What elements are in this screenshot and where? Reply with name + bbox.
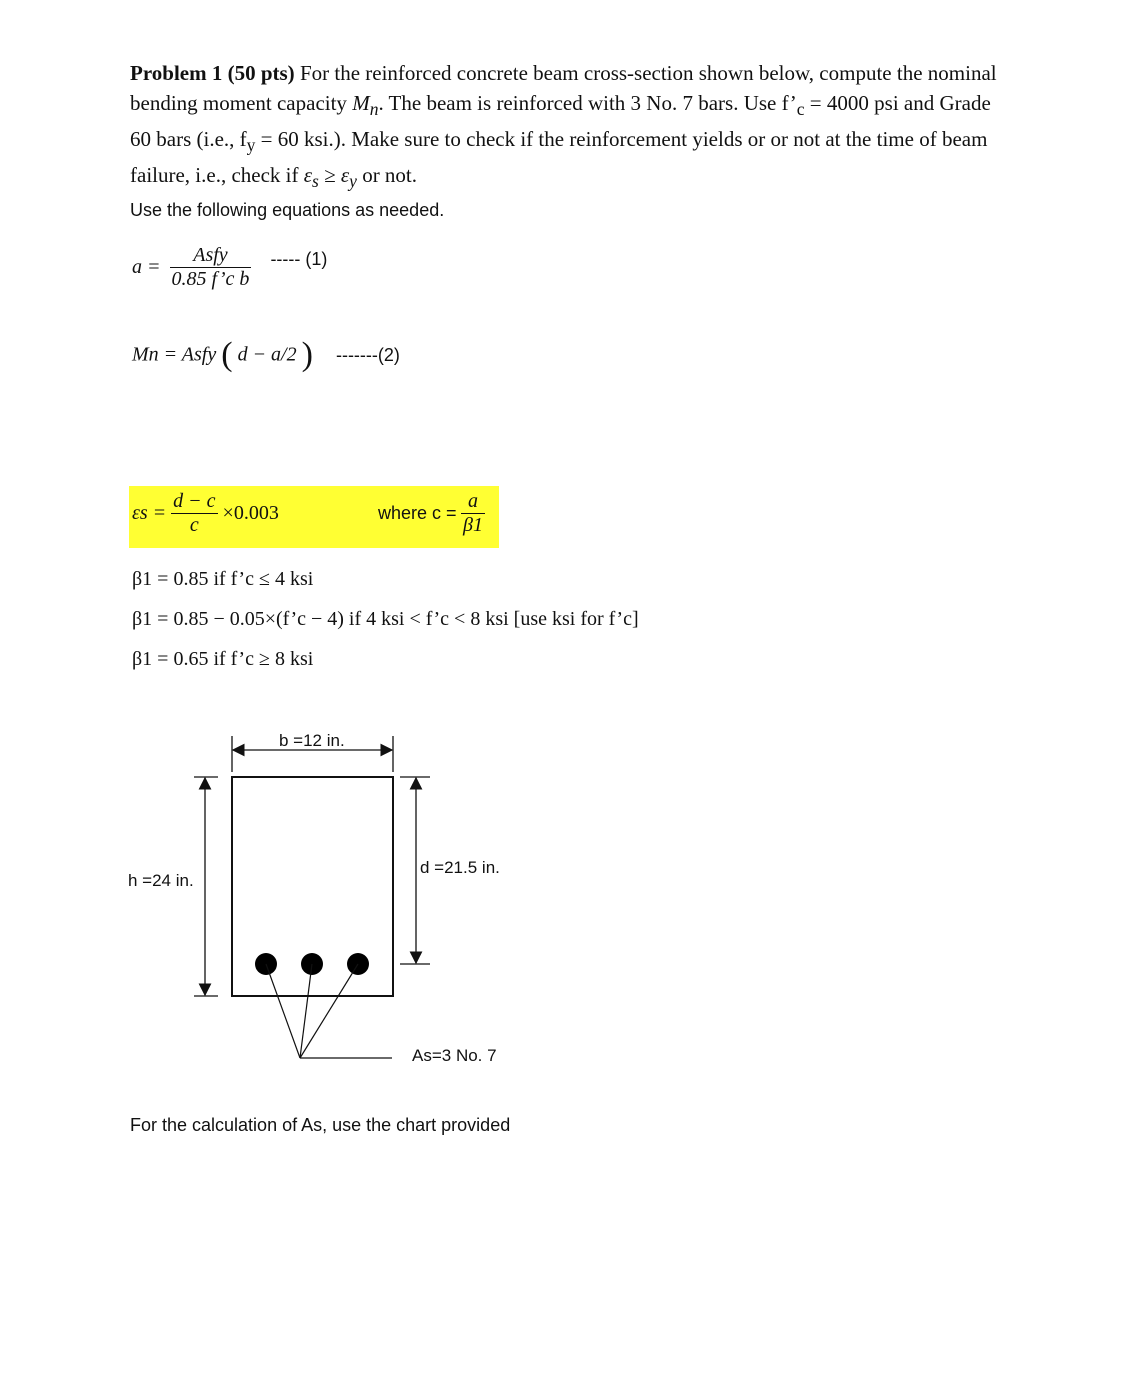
check-op: ≥ ε (318, 163, 350, 188)
eq1-denominator: 0.85 f’c b (171, 268, 250, 290)
eq3-lhs: εs = (132, 502, 167, 524)
eq3-tail: ×0.003 (222, 502, 279, 524)
eq3-denominator: c (189, 514, 199, 536)
beta-rule-2: β1 = 0.85 − 0.05×(f’c − 4) if 4 ksi < f’c < 8 ksi [use ksi for f’c] (132, 608, 639, 630)
eq2-open-paren: ( (221, 336, 233, 373)
eq3-numerator: d − c (173, 490, 216, 512)
eq3-where-denominator: β1 (463, 514, 484, 536)
intro-text: Use the following equations as needed. (130, 200, 445, 220)
mn-sub: n (369, 99, 379, 120)
eq2-close-paren: ) (301, 336, 313, 373)
beta-rule-1: β1 = 0.85 if f’c ≤ 4 ksi (132, 568, 314, 590)
b-label: b =12 in. (279, 731, 345, 750)
eq3-where-numerator: a (461, 490, 485, 514)
d-label: d =21.5 in. (420, 858, 500, 877)
eq1-numerator: Asfy (170, 244, 252, 268)
leader-2 (300, 964, 312, 1058)
eq2-body: d − a/2 (237, 343, 297, 366)
footer-note: For the calculation of As, use the chart provided (130, 1115, 511, 1135)
h-label: h =24 in. (128, 871, 194, 890)
check-sub-y: y (349, 171, 357, 192)
problem-text-2: . The beam is reinforced with 3 No. 7 bars. Use f’ (378, 91, 797, 115)
as-label: As=3 No. 7 (412, 1046, 497, 1065)
problem-heading: Problem 1 (50 pts) (130, 61, 295, 85)
problem-text-5: or not. (356, 163, 418, 188)
fc-sub: c (796, 99, 805, 120)
mn-symbol: M (352, 91, 370, 115)
eq1-lhs: a = (132, 256, 161, 278)
leader-1 (266, 964, 300, 1058)
problem-text-4: = 60 ksi.). Make sure to check if the reinforcement yields or or not at the time of beam failure, i.e., check if (130, 127, 988, 188)
eq2-lhs: Mn = Asfy (132, 343, 217, 366)
problem-text-1: For the reinforced concrete beam cross-section shown below, compute the nominal bending moment capacity (130, 61, 997, 115)
problem-text-3: = 4000 psi and Grade 60 bars (i.e., f (130, 91, 991, 152)
eq2-label: -------(2) (335, 344, 400, 365)
leader-3 (300, 964, 358, 1058)
eq3-where-text: where c = (378, 503, 457, 523)
check-sub-s: s (312, 171, 319, 192)
beta-rule-3: β1 = 0.65 if f’c ≥ 8 ksi (132, 648, 314, 670)
eq1-label: ----- (1) (270, 249, 328, 269)
check-eps: ε (303, 163, 313, 188)
fy-sub: y (246, 135, 256, 156)
